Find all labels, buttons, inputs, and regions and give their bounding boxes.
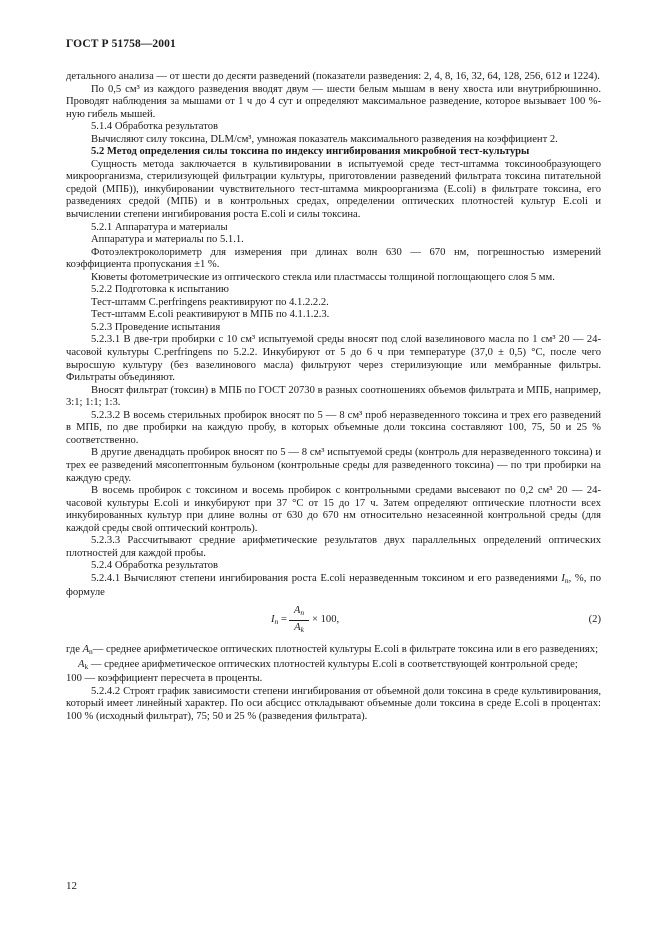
paragraph: детального анализа — от шести до десяти разведений (показатели разведения: 2, 4, 8, 16, 32, 64, 128, 256, 612 и 1224).	[66, 71, 600, 82]
formula-definitions	[66, 644, 601, 686]
paragraph: В другие двенадцать пробирок вносят по 5 — 8 см³ испытуемой среды (контроль для неразведенного токсина) и трех ее разведений мясопептонным бульоном (контрольные среды для разведенного токсина) — по три пробирки на каждую среду.	[66, 447, 601, 484]
section-heading: 5.2.1 Аппаратура и материалы	[91, 221, 228, 233]
formula-fraction	[289, 604, 309, 637]
equation-number: (2)	[588, 613, 601, 625]
page-number: 12	[66, 880, 77, 892]
section-heading: 5.2.2 Подготовка к испытанию	[91, 284, 229, 296]
paragraph: Тест-штамм C.perfringens реактивируют по 4.1.2.2.2.	[91, 296, 329, 308]
definition-text: — среднее арифметическое оптических плотностей культуры E.coli в фильтрате токсина или в его разведениях;	[92, 643, 599, 655]
paragraph-text: , %, по формуле	[66, 572, 601, 599]
symbol: I	[561, 572, 565, 584]
definition-subscript: k	[84, 661, 89, 671]
symbol-subscript: n	[564, 575, 569, 585]
definition-item	[66, 659, 601, 674]
formula-block	[66, 600, 601, 644]
section-heading: 5.2.4 Обработка результатов	[91, 560, 218, 572]
definition-subscript: n	[89, 646, 93, 656]
formula-subscript: n	[274, 616, 279, 626]
definition-item	[66, 644, 601, 659]
section-heading-bold: 5.2 Метод определения силы токсина по индексу ингибирования микробной тест-культуры	[91, 146, 530, 158]
paragraph: Вычисляют силу токсина, DLM/см³, умножая показатель максимального разведения на коэффициент 2.	[91, 133, 558, 145]
definition-prefix: где	[66, 643, 83, 655]
definition-item: 100 — коэффициент пересчета в проценты.	[66, 673, 263, 685]
paragraph-text: 5.2.4.1 Вычисляют степени ингибирования роста E.coli неразведенным токсином и его разведениями	[91, 572, 562, 584]
paragraph: Фотоэлектроколориметр для измерения при длинах волн 630 — 670 нм, погрешностью измерений коэффициента пропускания ±1 %.	[66, 246, 601, 271]
paragraph: По 0,5 см³ из каждого разведения вводят двум — шести белым мышам в вену хвоста или внутрибрюшинно. Проводят наблюдения за мышами от 1 ч до 4 сут и определяют максимальное разведение, которое вызывает 100 %-ную гибель мышей.	[66, 83, 601, 120]
fraction-numerator	[289, 604, 309, 621]
fraction-denominator	[289, 621, 309, 637]
paragraph: 5.2.4.2 Строят график зависимости степени ингибирования от объемной доли токсина в среде культивирования, который имеет линейный характер. По оси абсцисс откладывают объемные доли токсина в среде E.coli в процентах: 100 % (исходный фильтрат), 75; 50 и 25 % (разведения фильтрата).	[66, 685, 601, 722]
section-heading: 5.1.4 Обработка результатов	[91, 121, 218, 133]
paragraph	[66, 573, 601, 600]
standard-header: ГОСТ Р 51758—2001	[66, 38, 176, 50]
paragraph: Кюветы фотометрические из оптического стекла или пластмассы толщиной поглощающего слоя 5 мм.	[91, 271, 555, 283]
definition-symbol: A	[82, 643, 90, 655]
formula-subscript: n	[300, 607, 305, 617]
document-body	[66, 71, 601, 723]
formula-symbol: I	[271, 613, 275, 625]
definition-symbol: A	[78, 658, 85, 670]
formula-multiplier: × 100,	[312, 613, 340, 625]
formula-symbol: A	[293, 604, 301, 616]
definition-text: — среднее арифметическое оптических плотностей культуры E.coli в соответствующей контрольной среде;	[88, 658, 578, 670]
paragraph: В восемь пробирок с токсином и восемь пробирок с контрольными средами высевают по 0,2 см³ 20 — 24-часовой культуры E.coli и инкубируют при 37 °С от 15 до 17 ч. Затем определяют оптические плотности всех инкубированных культур при длине волны от 630 до 670 нм относительно незасеянной контрольной среды (для каждой среды свой оптический контроль).	[66, 485, 601, 534]
formula-subscript: k	[300, 624, 304, 634]
paragraph: Аппаратура и материалы по 5.1.1.	[91, 234, 244, 246]
paragraph: Вносят фильтрат (токсин) в МПБ по ГОСТ 20730 в разных соотношениях объемов фильтрата и МПБ, например, 3:1; 1:1; 1:3.	[66, 384, 601, 409]
formula-lhs	[271, 614, 287, 629]
paragraph: 5.2.3.2 В восемь стерильных пробирок вносят по 5 — 8 см³ проб неразведенного токсина и трех его разведений в МПБ, по две пробирки на каждую пробу, в которых объемные доли токсина составляют 100, 75, 50 и 25 % соответственно.	[66, 409, 601, 446]
paragraph: 5.2.3.3 Рассчитывают средние арифметические результатов двух параллельных определений оптических плотностей для каждой пробы.	[66, 535, 601, 559]
section-heading: 5.2.3 Проведение испытания	[91, 321, 221, 333]
formula-equals: =	[278, 613, 287, 625]
paragraph: 5.2.3.1 В две-три пробирки с 10 см³ испытуемой среды вносят под слой вазелинового масла по 1 см³ 20 — 24-часовой культуры C.perfringens по 5.2.2. Инкубируют от 5 до 6 ч при температуре (37,0 ± 0,5) °С, после чего выросшую культуру (без вазелинового масла) фильтруют через стерилизующие или мембранные фильтры. Фильтраты объединяют.	[66, 334, 601, 384]
paragraph: Тест-штамм E.coli реактивируют в МПБ по 4.1.1.2.3.	[91, 309, 330, 321]
paragraph: Сущность метода заключается в культивировании в испытуемой среде тест-штамма токсинообразующего микроорганизма, стерилизующей фильтрации культуры, приготовлении разведений фильтрата токсина питательной средой (МПБ)), инкубировании чувствительного тест-штамма микроорганизма (E.coli) в фильтрате токсина, его разведениях средой (МПБ) и в контрольных средах, определении оптических плотностей культур E.coli и вычислении степени ингибирования роста E.coli и силы токсина.	[66, 158, 601, 221]
formula-symbol: A	[294, 621, 301, 633]
